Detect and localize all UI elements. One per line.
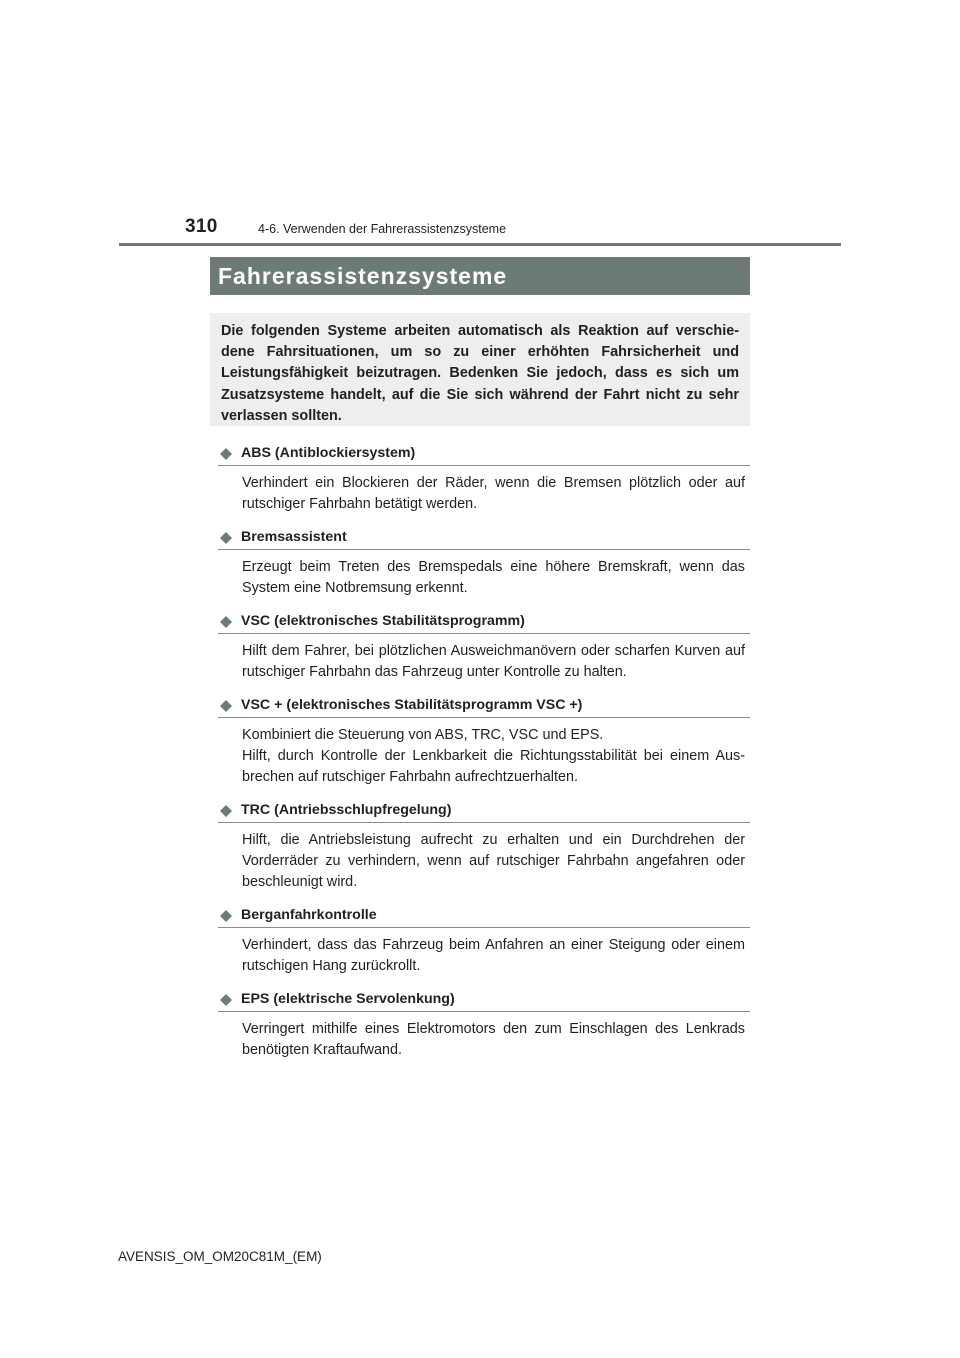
feature-description (242, 473, 745, 515)
header-divider (119, 243, 841, 246)
feature-title: VSC (elektronisches Stabilitätsprogramm) (241, 612, 525, 629)
feature-description-line: Verhindert, dass das Fahrzeug beim Anfahren an einer Steigung oder einem rutschigen Hang zurückrollt. (242, 937, 745, 974)
feature-description (242, 725, 745, 788)
diamond-bullet-icon (220, 531, 232, 543)
feature-section (218, 800, 750, 893)
feature-section (218, 611, 750, 683)
feature-section (218, 989, 750, 1061)
feature-section (218, 695, 750, 788)
feature-description (242, 557, 745, 599)
feature-title: Bremsassistent (241, 528, 347, 545)
feature-section (218, 527, 750, 599)
feature-section (218, 905, 750, 977)
diamond-bullet-icon (220, 909, 232, 921)
page-title: Fahrerassistenzsysteme (210, 257, 750, 295)
feature-description-line: Kombiniert die Steuerung von ABS, TRC, VSC und EPS. (242, 727, 604, 743)
intro-paragraph: Die folgenden Systeme arbeiten automatisch als Reaktion auf verschie-dene Fahrsituationen, um so zu einer erhöhten Fahrsicherheit und Leistungsfähigkeit beizutragen. Bedenken Sie jedoch, dass es sich um Zusatzsysteme handelt, auf die Sie sich während der Fahrt nicht zu sehr verlassen sollten. (210, 313, 750, 426)
diamond-bullet-icon (220, 993, 232, 1005)
diamond-bullet-icon (220, 447, 232, 459)
feature-heading (218, 905, 750, 928)
feature-title: Berganfahrkontrolle (241, 906, 377, 923)
feature-title: VSC + (elektronisches Stabilitätsprogramm VSC +) (241, 696, 583, 713)
feature-description (242, 641, 745, 683)
feature-description-line: Verhindert ein Blockieren der Räder, wenn die Bremsen plötzlich oder auf rutschiger Fahrbahn betätigt werden. (242, 475, 745, 512)
feature-title: ABS (Antiblockiersystem) (241, 444, 416, 461)
feature-description (242, 830, 745, 893)
section-reference: 4-6. Verwenden der Fahrerassistenzsysteme (258, 222, 507, 236)
feature-section (218, 443, 750, 515)
feature-description (242, 1019, 745, 1061)
feature-description-line: Hilft, die Antriebsleistung aufrecht zu erhalten und ein Durchdrehen der Vorderräder zu verhindern, wenn auf rutschiger Fahrbahn angefahren oder beschleunigt wird. (242, 832, 745, 890)
diamond-bullet-icon (220, 804, 232, 816)
diamond-bullet-icon (220, 615, 232, 627)
feature-description-line: Erzeugt beim Treten des Bremspedals eine höhere Bremskraft, wenn das System eine Notbremsung erkennt. (242, 559, 745, 596)
feature-title: TRC (Antriebsschlupfregelung) (241, 801, 452, 818)
feature-title: EPS (elektrische Servolenkung) (241, 990, 455, 1007)
feature-description-line: Hilft dem Fahrer, bei plötzlichen Ausweichmanövern oder scharfen Kurven auf rutschiger Fahrbahn das Fahrzeug unter Kontrolle zu halten. (242, 643, 745, 680)
feature-heading (218, 695, 750, 718)
feature-list (218, 443, 750, 1073)
feature-heading (218, 989, 750, 1012)
document-code: AVENSIS_OM_OM20C81M_(EM) (118, 1249, 322, 1264)
feature-heading (218, 800, 750, 823)
feature-heading (218, 611, 750, 634)
page-number: 310 (185, 216, 218, 237)
feature-heading (218, 527, 750, 550)
feature-description-line: Hilft, durch Kontrolle der Lenkbarkeit die Richtungsstabilität bei einem Aus-brechen auf rutschiger Fahrbahn aufrechtzuerhalten. (242, 748, 745, 785)
diamond-bullet-icon (220, 699, 232, 711)
feature-heading (218, 443, 750, 466)
feature-description-line: Verringert mithilfe eines Elektromotors den zum Einschlagen des Lenkrads benötigten Kraftaufwand. (242, 1021, 745, 1058)
feature-description (242, 935, 745, 977)
